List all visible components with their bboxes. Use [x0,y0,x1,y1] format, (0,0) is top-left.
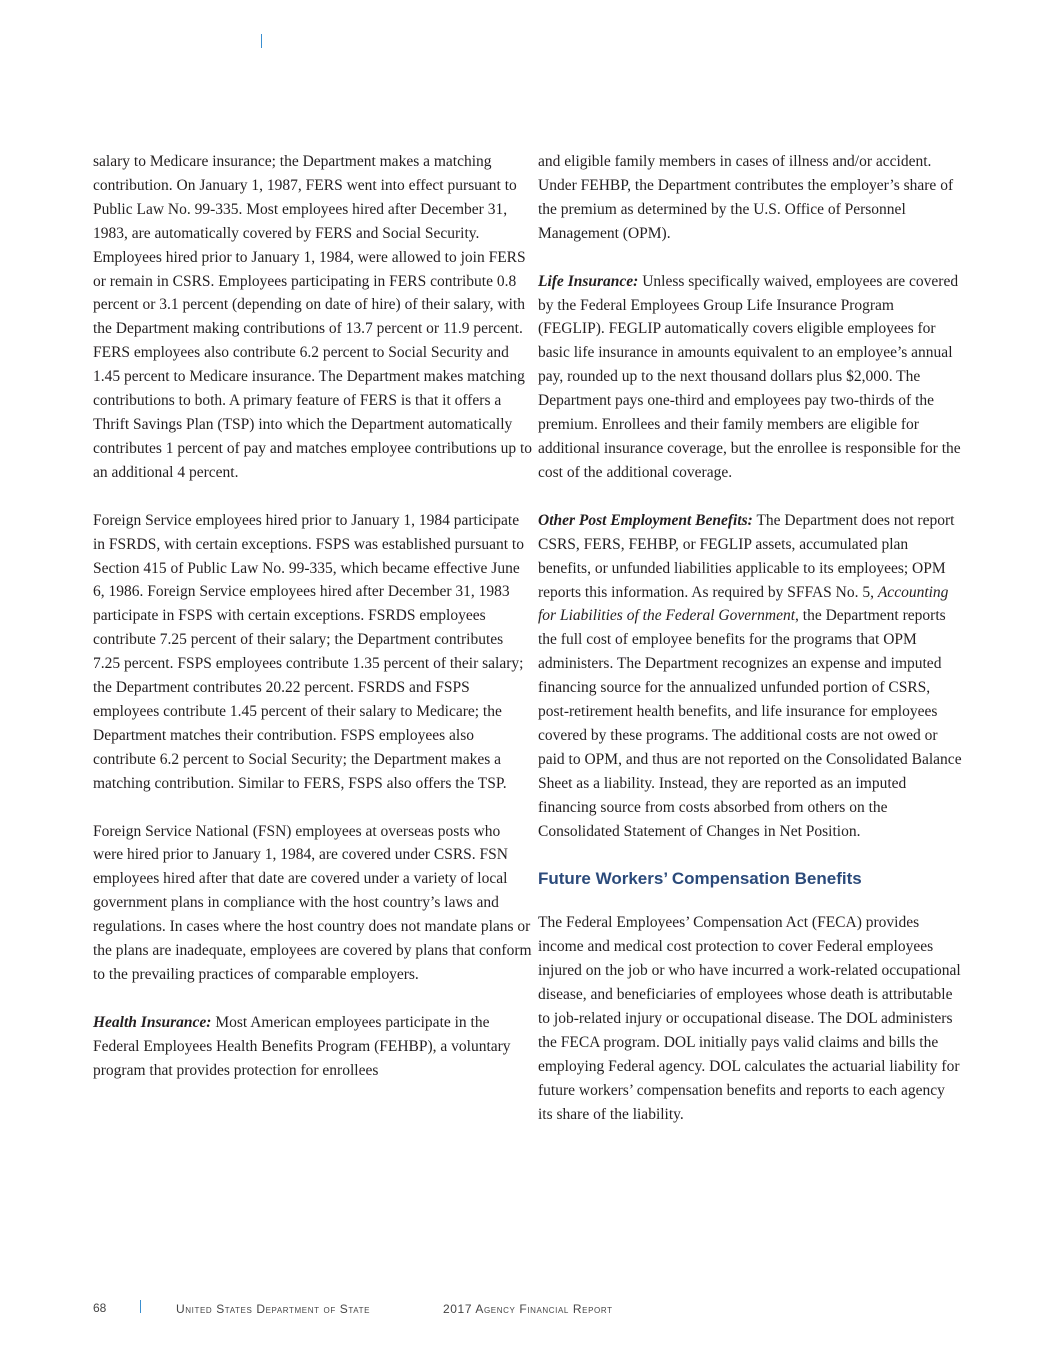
paragraph-other-post-employment [538,509,963,844]
page-number: 68 [93,1301,107,1315]
health-insurance-text: Most American employees participate in the Federal Employees Health Benefits Program (FEHBP), a voluntary program that provides protection for enrollees [93,1013,511,1079]
paragraph-fers: salary to Medicare insurance; the Department makes a matching contribution. On January 1, 1987, FERS went into effect pursuant to Public Law No. 99-335. Most employees hired after December 31, 1983, are automatically covered by FERS and Social Security. Employees hired prior to January 1, 1984, were allowed to join FERS or remain in CSRS. Employees participating in FERS contribute 0.8 percent or 3.1 percent (depending on date of hire) of their salary, with the Department making contributions of 13.7 percent or 11.9 percent. FERS employees also contribute 6.2 percent to Social Security and 1.45 percent to Medicare insurance. The Department makes matching contributions to both. A primary feature of FERS is that it offers a Thrift Savings Plan (TSP) into which the Department automatically contributes 1 percent of pay and matches employee contributions up to an additional 4 percent. [93,153,533,481]
right-column [538,150,963,1151]
footer-report-title: 2017 Agency Financial Report [443,1302,613,1316]
life-insurance-text: Unless specifically waived, employees are covered by the Federal Employees Group Life Insurance Program (FEGLIP). FEGLIP automatically covers eligible employees for basic life insurance in amounts equivalent to an employee’s annual pay, rounded up to the next thousand dollars plus $2,000. The Department pays one-third and employees pay two-thirds of the premium. Enrollees and their family members are eligible for additional insurance coverage, but the enrollee is responsible for the cost of the additional coverage. [538,272,961,481]
header-divider [261,34,262,48]
health-insurance-lead: Health Insurance: [93,1013,212,1031]
footer-organization: United States Department of State [176,1302,371,1316]
paragraph-feca: The Federal Employees’ Compensation Act (FECA) provides income and medical cost protection to cover Federal employees injured on the job or who have incurred a work-related occupational disease, and beneficiaries of employees whose death is attributable to job-related injury or occupational disease. The DOL administers the FECA program. DOL initially pays valid claims and bills the employing Federal agency. DOL calculates the actuarial liability for future workers’ compensation benefits and reports to each agency its share of the liability. [538,914,961,1123]
paragraph-life-insurance [538,270,963,485]
paragraph-foreign-service: Foreign Service employees hired prior to January 1, 1984 participate in FSRDS, with certain exceptions. FSPS was established pursuant to Section 415 of Public Law No. 99-335, which became effective June 6, 1986. Foreign Service employees hired after December 31, 1983 participate in FSPS with certain exceptions. FSRDS employees contribute 7.25 percent of their salary; the Department contributes 7.25 percent. FSPS employees contribute 1.35 percent of their salary; the Department contributes 20.22 percent. FSRDS and FSPS employees contribute 1.45 percent of their salary to Medicare; the Department matches their contribution. FSPS employees also contribute 6.2 percent to Social Security; the Department makes a matching contribution. Similar to FERS, FSPS also offers the TSP. [93,511,524,792]
paragraph-health-insurance [93,1011,533,1083]
left-column [93,150,533,1107]
opeb-italic-title: Accounting for Liabilities of the Federal Government [538,583,949,625]
paragraph-fehbp-continued: and eligible family members in cases of illness and/or accident. Under FEHBP, the Department contributes the employer’s share of the premium as determined by the U.S. Office of Personnel Management (OPM). [538,153,954,242]
footer-divider [140,1300,141,1313]
opeb-text-a: The Department does not report CSRS, FERS, FEHBP, or FEGLIP assets, accumulated plan benefits, or unfunded liabilities applicable to its employees; OPM reports this information. As required by SFFAS No. 5, [538,511,955,601]
paragraph-fsn: Foreign Service National (FSN) employees at overseas posts who were hired prior to January 1, 1984, are covered under CSRS. FSN employees hired after that date are covered under a variety of local government plans in compliance with the host country’s laws and regulations. In cases where the host country does not mandate plans or the plans are inadequate, employees are covered by plans that conform to the prevailing practices of comparable employers. [93,822,532,983]
opeb-text-b: , the Department reports the full cost of employee benefits for the programs that OPM administers. The Department recognizes an expense and imputed financing source for the annualized unfunded portion of CSRS, post-retirement health benefits, and life insurance for employees covered by these programs. The additional costs are not owed or paid to OPM, and thus are not reported on the Consolidated Balance Sheet as a liability. Instead, they are reported as an imputed financing source from costs absorbed from others on the Consolidated Statement of Changes in Net Position. [538,607,962,840]
section-heading-workers-comp: Future Workers’ Compensation Benefits [538,869,862,889]
opeb-lead: Other Post Employment Benefits: [538,511,753,529]
life-insurance-lead: Life Insurance: [538,272,639,290]
